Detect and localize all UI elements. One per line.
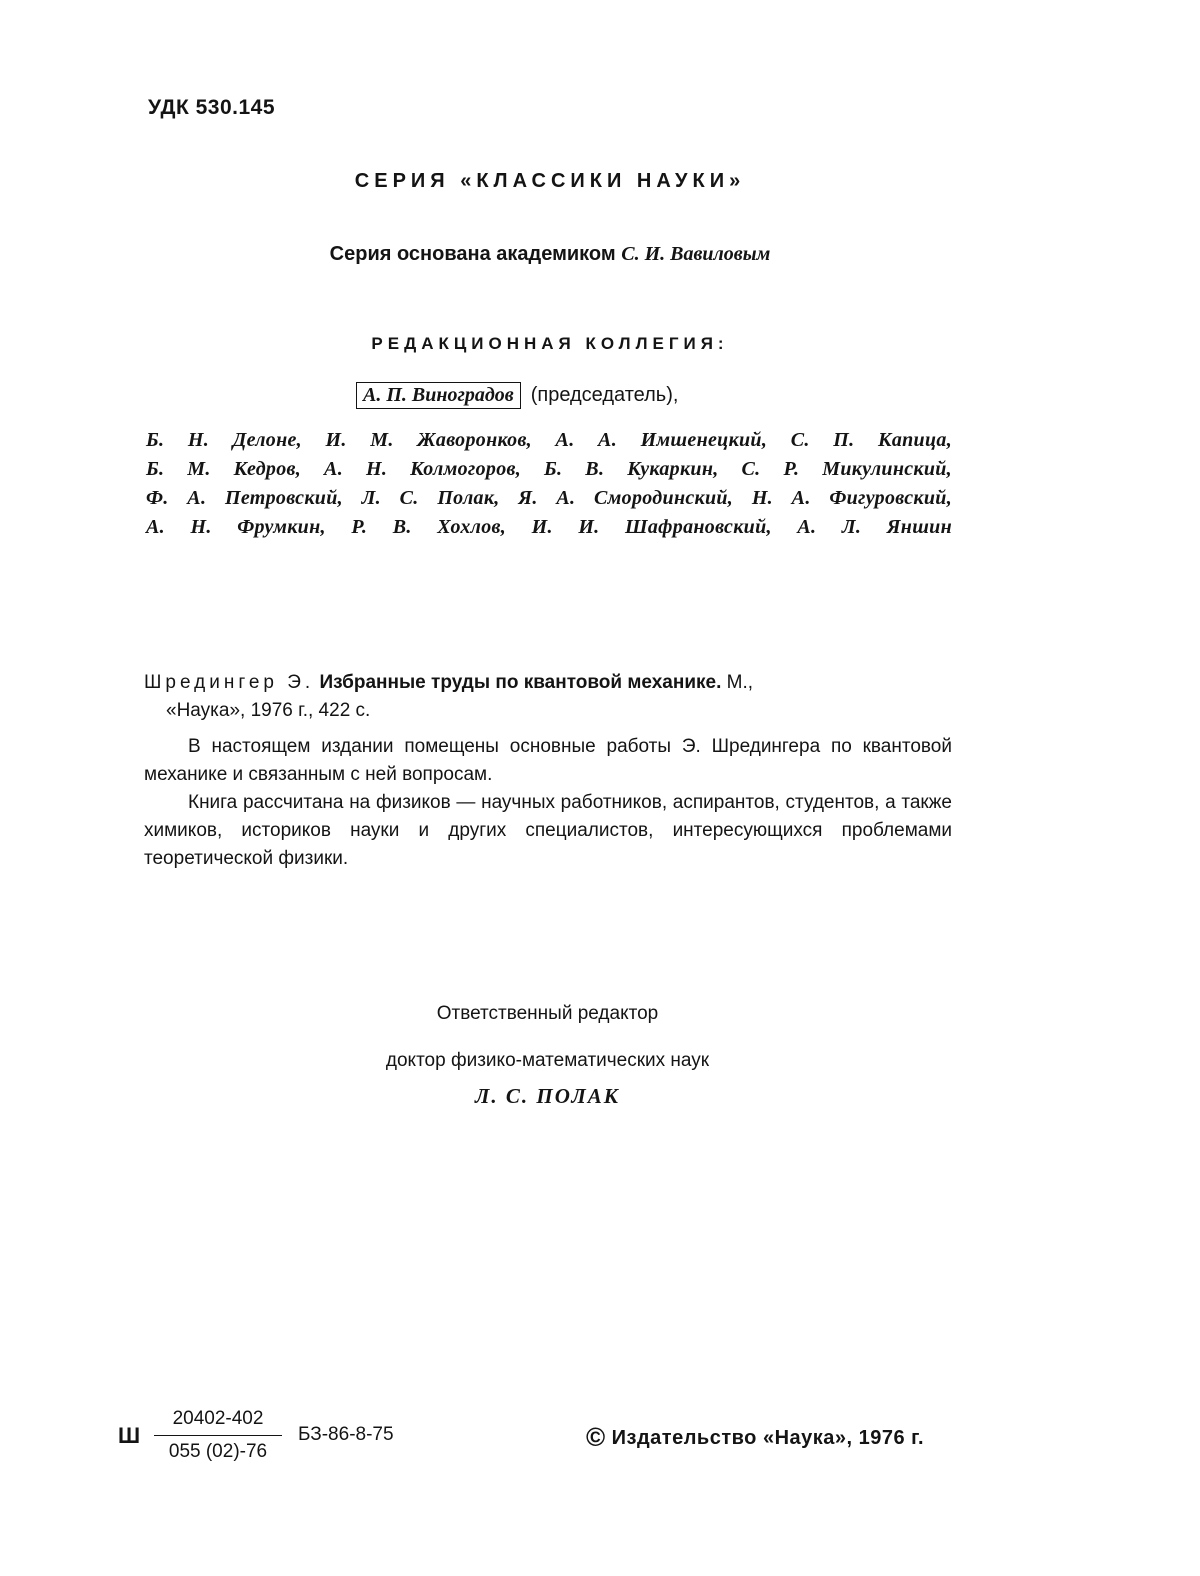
fraction-bar — [154, 1435, 282, 1436]
editor-degree: доктор физико-математических наук — [385, 1050, 710, 1071]
code-letter: Ш — [118, 1423, 141, 1448]
copyright-icon: © — [586, 1422, 606, 1452]
code-suffix: БЗ-86-8-75 — [298, 1424, 394, 1445]
code-numerator: 20402-402 — [172, 1408, 264, 1429]
code-denominator: 055 (02)-76 — [168, 1441, 268, 1462]
book-publication: «Наука», 1976 г., 422 с. — [166, 700, 371, 721]
editorial-board-title: РЕДАКЦИОННАЯ КОЛЛЕГИЯ: — [371, 334, 729, 353]
board-chair-line — [356, 382, 678, 409]
board-chair-role: (председатель), — [530, 384, 679, 406]
abstract-paragraph: Книга рассчитана на физиков — научных работников, аспирантов, студентов, а также химиков, историков науки и других специалистов, интересующихся проблемами теоретической физики. — [144, 792, 952, 869]
board-chair-name: А. П. Виноградов — [356, 382, 521, 409]
copyright-line — [586, 1422, 924, 1453]
series-title: СЕРИЯ «КЛАССИКИ НАУКИ» — [354, 170, 746, 192]
copyright-text: Издательство «Наука», 1976 г. — [611, 1427, 925, 1449]
abstract-paragraph: В настоящем издании помещены основные работы Э. Шредингера по квантовой механике и связанным с ней вопросам. — [144, 736, 952, 785]
board-members-line: Ф. А. Петровский, Л. С. Полак, Я. А. Смородинский, Н. А. Фигуровский, — [146, 487, 952, 509]
board-members-line: Б. М. Кедров, А. Н. Колмогоров, Б. В. Кукаркин, С. Р. Микулинский, — [146, 458, 952, 480]
responsible-editor-label: Ответственный редактор — [436, 1003, 659, 1024]
series-founder: С. И. Вавиловым — [621, 243, 771, 265]
publication-code — [118, 1405, 438, 1475]
editor-name: Л. С. ПОЛАК — [474, 1084, 621, 1108]
board-members-line: А. Н. Фрумкин, Р. В. Хохлов, И. И. Шафрановский, А. Л. Яншин — [146, 516, 952, 538]
series-founded-line — [0, 243, 1100, 266]
bibliographic-abstract — [144, 669, 952, 873]
udk-code: УДК 530.145 — [148, 96, 276, 119]
book-city: М., — [726, 672, 754, 693]
series-founded-prefix: Серия основана академиком — [329, 243, 616, 265]
board-members — [146, 426, 952, 542]
bibliographic-entry — [144, 669, 952, 697]
code-fraction — [154, 1405, 282, 1466]
board-members-line: Б. Н. Делоне, И. М. Жаворонков, А. А. Имшенецкий, С. П. Капица, — [146, 429, 952, 451]
book-author: Шредингер Э. — [144, 672, 315, 693]
book-title: Избранные труды по квантовой механике. — [319, 672, 722, 693]
